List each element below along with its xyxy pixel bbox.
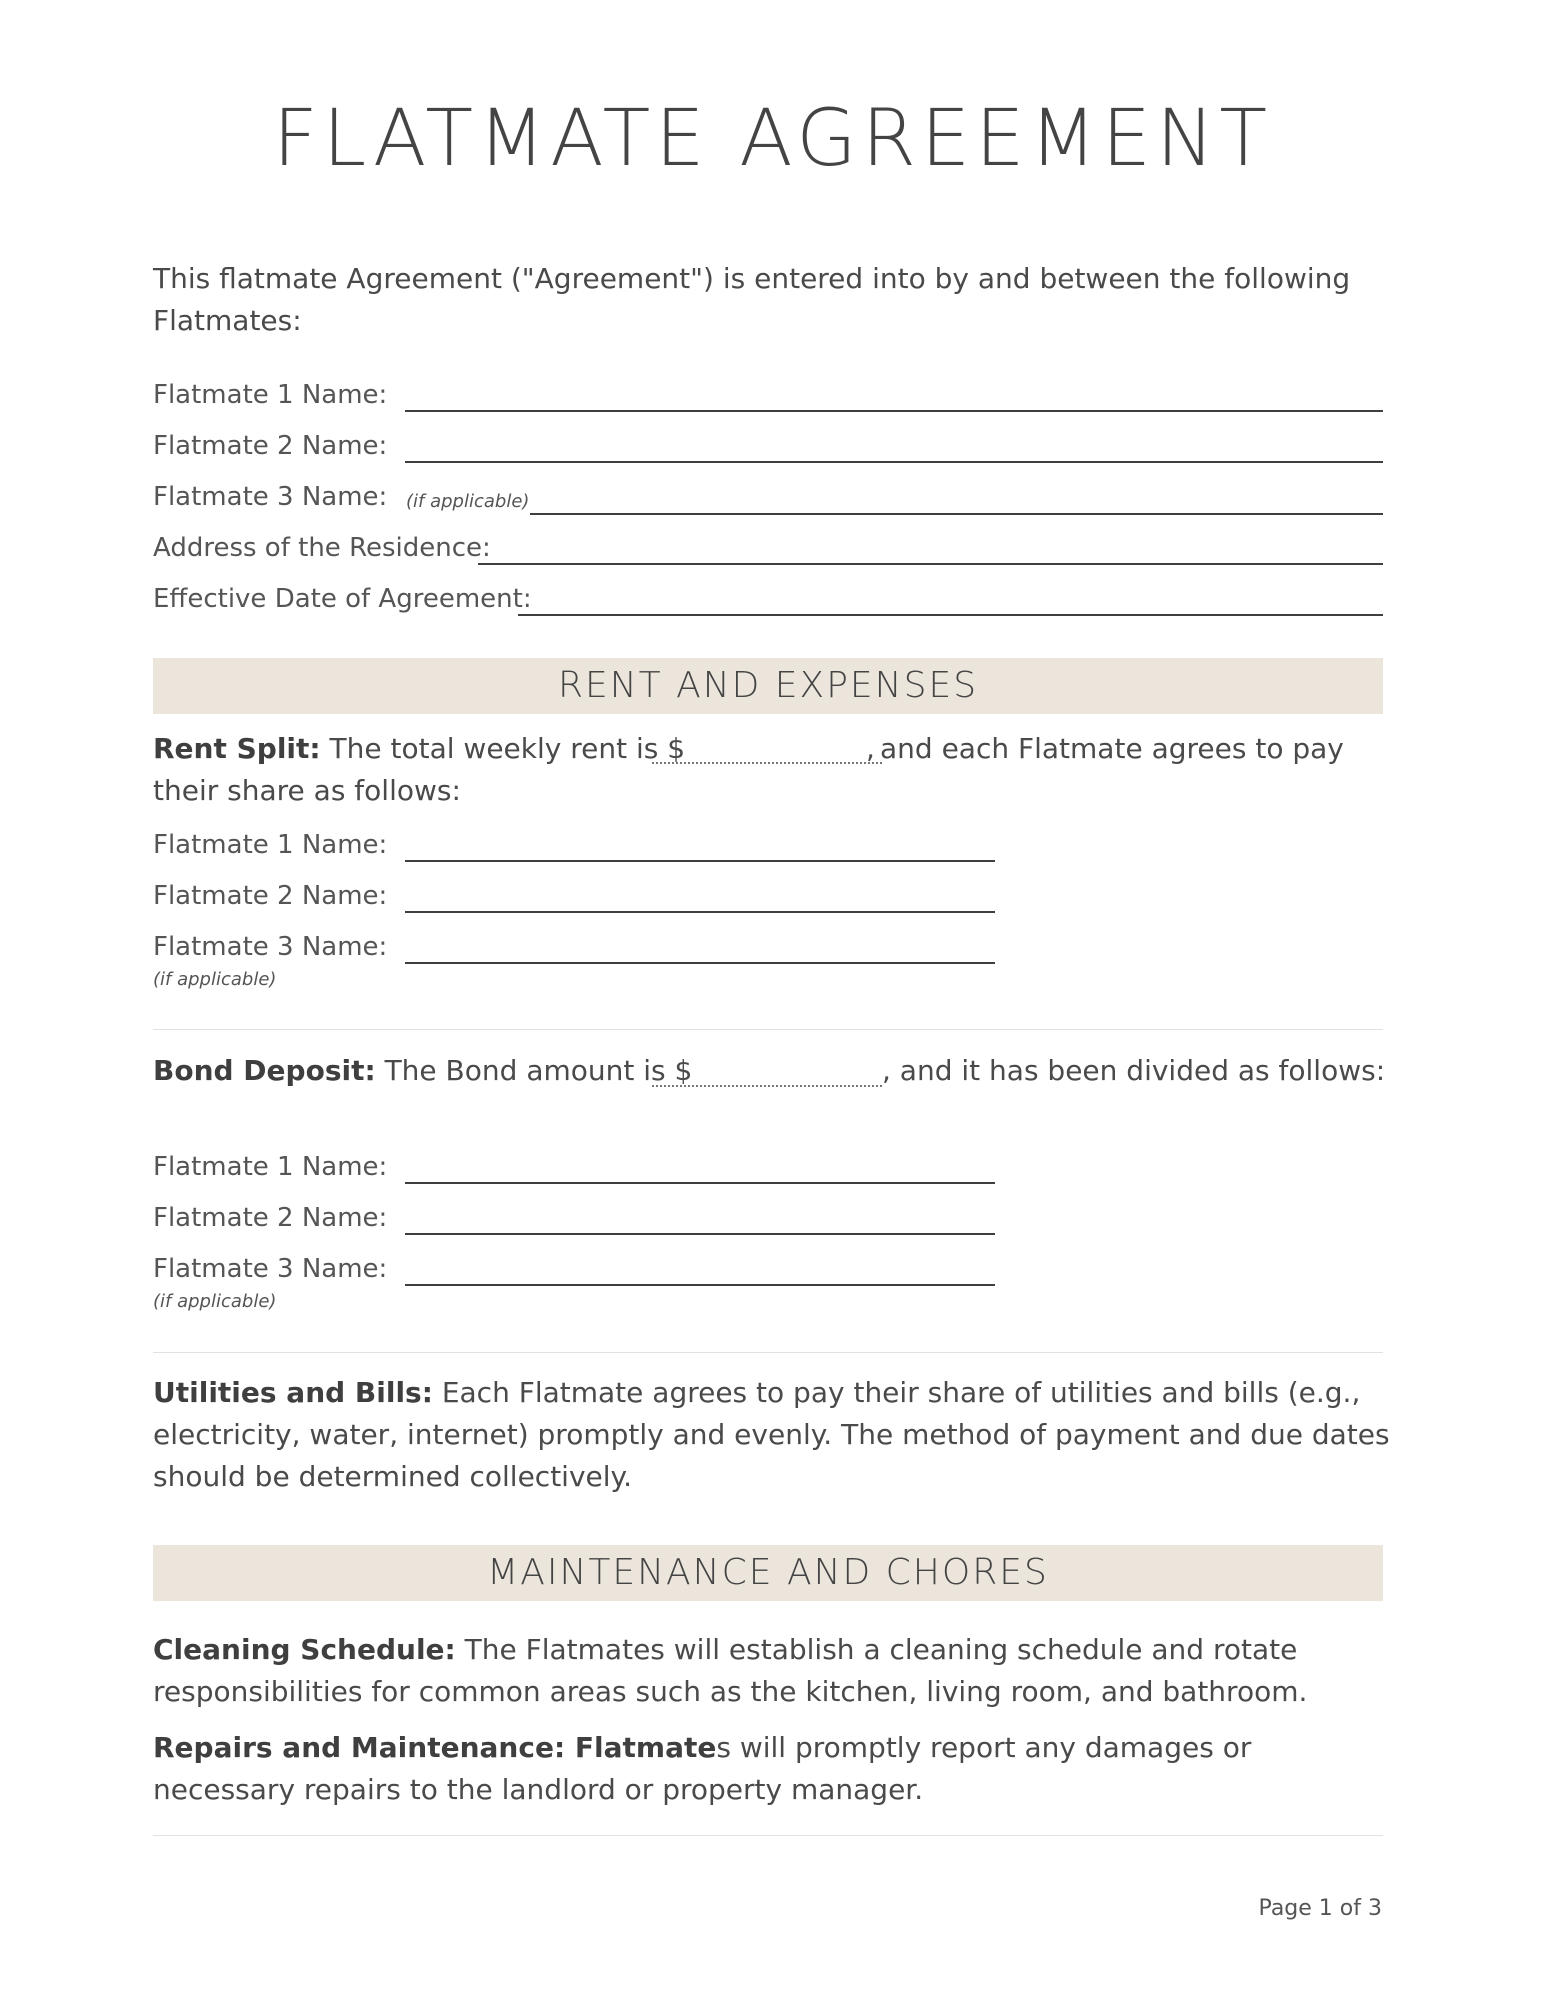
bond-flatmate3-label: Flatmate 3 Name: xyxy=(153,1254,388,1284)
effective-date-label: Effective Date of Agreement: xyxy=(153,584,532,614)
flatmate3-label: Flatmate 3 Name: xyxy=(153,482,388,512)
bond-flatmate3-if-applicable-note: (if applicable) xyxy=(153,1291,277,1312)
address-label: Address of the Residence: xyxy=(153,533,491,563)
document-title: FLATMATE AGREEMENT xyxy=(272,94,1273,184)
flatmate3-name-field[interactable] xyxy=(530,513,1383,515)
bond-label: Bond Deposit: xyxy=(153,1054,376,1087)
section-divider xyxy=(153,1835,1383,1836)
repairs-text: s will promptly report any damages or necessary repairs to the landlord or property manager. xyxy=(153,1731,1252,1806)
rent-section-heading: RENT AND EXPENSES xyxy=(557,665,979,706)
cleaning-label: Cleaning Schedule: xyxy=(153,1633,456,1666)
rent-flatmate3-field[interactable] xyxy=(405,962,995,964)
bond-text-before: The Bond amount is $ xyxy=(384,1054,693,1087)
section-divider xyxy=(153,1352,1383,1353)
bond-flatmate2-field[interactable] xyxy=(405,1233,995,1235)
utilities-text: Each Flatmate agrees to pay their share of utilities and bills (e.g., electricity, water, internet) promptly and evenly. The method of payment and due dates should be determined collectively. xyxy=(153,1376,1390,1493)
rent-flatmate1-label: Flatmate 1 Name: xyxy=(153,830,388,860)
rent-flatmate2-label: Flatmate 2 Name: xyxy=(153,881,388,911)
flatmate3-if-applicable-note: (if applicable) xyxy=(406,491,530,512)
maintenance-section-header xyxy=(153,1545,1383,1601)
rent-split-line2: their share as follows: xyxy=(153,774,461,807)
rent-flatmate2-field[interactable] xyxy=(405,911,995,913)
rent-flatmate3-if-applicable-note: (if applicable) xyxy=(153,969,277,990)
flatmate1-label: Flatmate 1 Name: xyxy=(153,380,388,410)
rent-flatmate3-label: Flatmate 3 Name: xyxy=(153,932,388,962)
bond-flatmate3-field[interactable] xyxy=(405,1284,995,1286)
effective-date-field[interactable] xyxy=(518,614,1383,616)
intro-paragraph: This flatmate Agreement ("Agreement") is entered into by and between the following Flatmates: xyxy=(153,262,1351,337)
cleaning-paragraph xyxy=(153,1629,1393,1713)
flatmate2-name-field[interactable] xyxy=(405,461,1383,463)
cleaning-text: The Flatmates will establish a cleaning schedule and rotate responsibilities for common areas such as the kitchen, living room, and bathroom. xyxy=(153,1633,1308,1708)
rent-flatmate1-field[interactable] xyxy=(405,860,995,862)
rent-section-header xyxy=(153,658,1383,714)
rent-split-text-before: The total weekly rent is $ xyxy=(329,732,686,765)
rent-split-line1 xyxy=(153,728,685,770)
repairs-paragraph xyxy=(153,1727,1393,1811)
flatmate2-label: Flatmate 2 Name: xyxy=(153,431,388,461)
bond-flatmate2-label: Flatmate 2 Name: xyxy=(153,1203,388,1233)
page-number: Page 1 of 3 xyxy=(1258,1896,1382,1921)
bond-flatmate1-field[interactable] xyxy=(405,1182,995,1184)
rent-split-label: Rent Split: xyxy=(153,732,321,765)
rent-split-text-after: and each Flatmate agrees to pay xyxy=(880,732,1344,765)
bond-flatmate1-label: Flatmate 1 Name: xyxy=(153,1152,388,1182)
utilities-paragraph xyxy=(153,1372,1393,1498)
bond-text-after: , and it has been divided as follows: xyxy=(882,1054,1386,1087)
address-field[interactable] xyxy=(478,563,1383,565)
weekly-rent-amount-field[interactable] xyxy=(652,762,882,764)
section-divider xyxy=(153,1029,1383,1030)
maintenance-section-heading: MAINTENANCE AND CHORES xyxy=(487,1552,1049,1593)
rent-split-comma: , xyxy=(866,732,875,765)
flatmate1-name-field[interactable] xyxy=(405,410,1383,412)
bond-line xyxy=(153,1050,692,1092)
repairs-label: Repairs and Maintenance: Flatmate xyxy=(153,1731,717,1764)
bond-amount-field[interactable] xyxy=(652,1085,882,1087)
utilities-label: Utilities and Bills: xyxy=(153,1376,433,1409)
